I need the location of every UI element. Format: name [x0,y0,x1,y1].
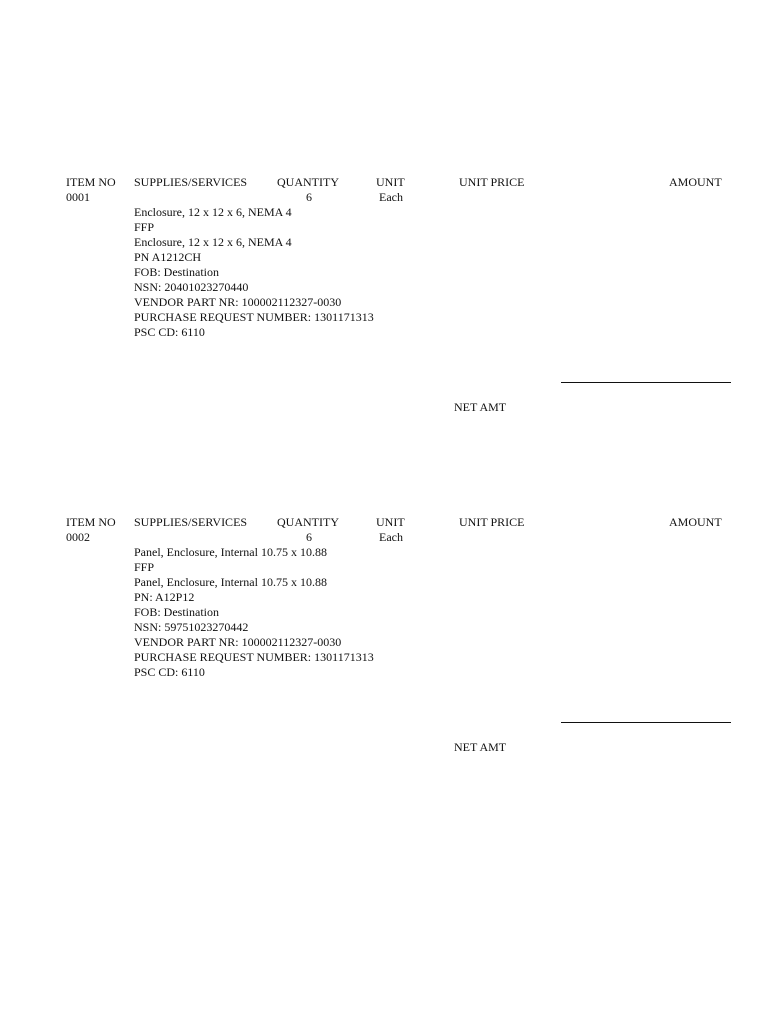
header-unit-price: UNIT PRICE [459,175,525,189]
item-description [134,545,374,680]
header-amount: AMOUNT [669,515,722,529]
line-item-0002 [0,515,768,765]
line-item-0001 [0,175,768,425]
item-number: 0001 [66,190,90,204]
item-number: 0002 [66,530,90,544]
item-description [134,205,374,340]
header-supplies-services: SUPPLIES/SERVICES [134,175,248,189]
description-line: Panel, Enclosure, Internal 10.75 x 10.88 [134,545,327,559]
description-line: NSN: 20401023270440 [134,280,249,294]
description-line: PSC CD: 6110 [134,665,205,679]
net-amt-label: NET AMT [454,740,507,754]
description-line: FOB: Destination [134,265,220,279]
net-amt-label: NET AMT [454,400,507,414]
amount-rule [561,722,731,723]
header-unit: UNIT [376,175,405,189]
description-line: PURCHASE REQUEST NUMBER: 1301171313 [134,650,374,664]
description-line: Enclosure, 12 x 12 x 6, NEMA 4 [134,235,292,249]
header-item-no: ITEM NO [66,515,116,529]
description-line: Panel, Enclosure, Internal 10.75 x 10.88 [134,575,327,589]
header-unit-price: UNIT PRICE [459,515,525,529]
header-unit: UNIT [376,515,405,529]
description-line: FFP [134,220,155,234]
description-line: PURCHASE REQUEST NUMBER: 1301171313 [134,310,374,324]
description-line: Enclosure, 12 x 12 x 6, NEMA 4 [134,205,292,219]
header-item-no: ITEM NO [66,175,116,189]
header-quantity: QUANTITY [277,515,339,529]
description-line: VENDOR PART NR: 100002112327-0030 [134,295,342,309]
item-unit: Each [379,190,403,204]
description-line: FOB: Destination [134,605,220,619]
amount-rule [561,382,731,383]
header-amount: AMOUNT [669,175,722,189]
description-line: PN: A12P12 [134,590,195,604]
description-line: FFP [134,560,155,574]
description-line: PN A1212CH [134,250,202,264]
description-line: VENDOR PART NR: 100002112327-0030 [134,635,342,649]
item-unit: Each [379,530,403,544]
item-quantity: 6 [306,190,312,204]
description-line: NSN: 59751023270442 [134,620,249,634]
item-quantity: 6 [306,530,312,544]
header-quantity: QUANTITY [277,175,339,189]
description-line: PSC CD: 6110 [134,325,205,339]
header-supplies-services: SUPPLIES/SERVICES [134,515,248,529]
